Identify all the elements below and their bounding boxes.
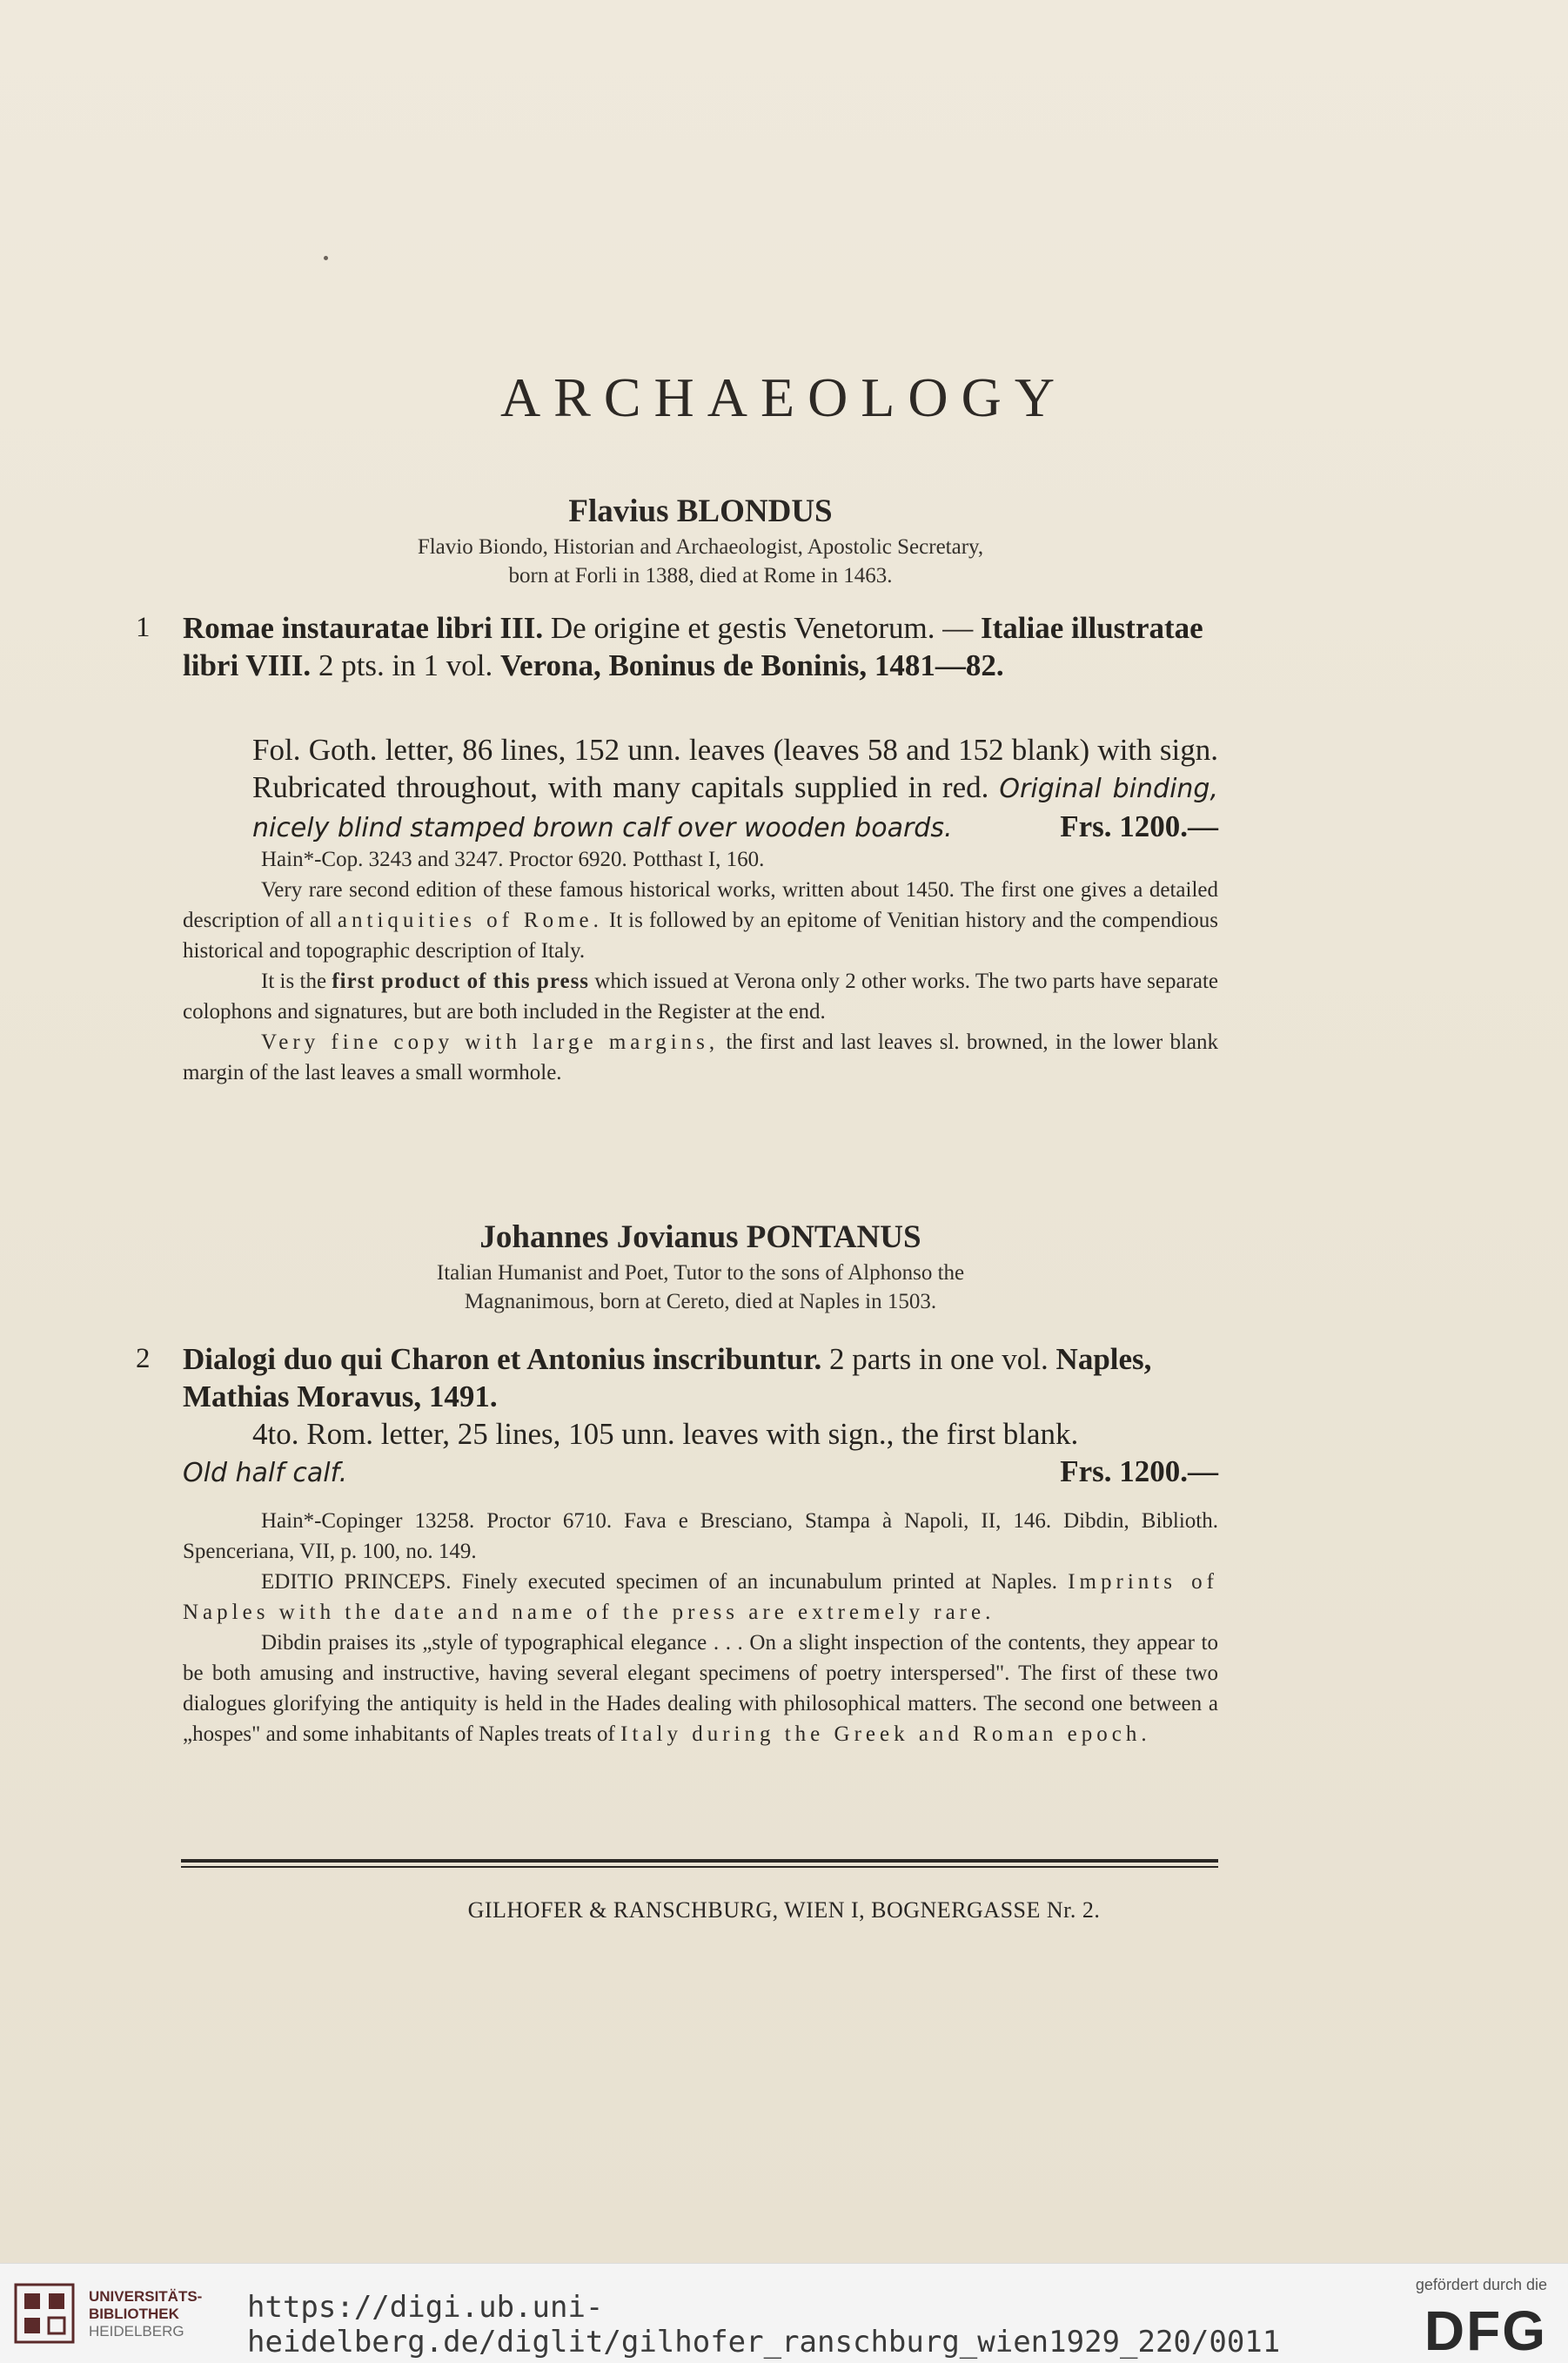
binding-text: Original binding, nicely blind stamped brown calf over wooden boards. — [252, 774, 1218, 843]
entry-description-2 — [183, 1415, 1218, 1453]
note-paragraph — [183, 1567, 1218, 1628]
author-desc-pontanus — [0, 1259, 1401, 1316]
note-text: Dibdin praises its „style of typographical elegance . . . On a slight inspection of the contents, they appear to be both amusing and instructive, having several elegant specimens of poetry interspersed". The first of these two dialogues glorifying the antiquity is held in the Hades dealing with philosophical matters. The second one between a „hospes" and some inhabitants of Naples treats of — [183, 1631, 1218, 1746]
author-desc-line: Magnanimous, born at Cereto, died at Naples in 1503. — [464, 1290, 937, 1313]
funded-by-label: gefördert durch die — [1415, 2276, 1547, 2293]
entry-imprint: Verona, Boninus de Boninis, 1481—82. — [499, 648, 1004, 682]
note-text: the first and last leaves sl. browned, in the lower blank margin of the last leaves a small wormhole. — [183, 1030, 1218, 1084]
catalogue-entry-1 — [136, 609, 1218, 684]
entry-binding-2 — [183, 1453, 1218, 1492]
footer-rule-thin — [181, 1866, 1218, 1868]
library-name-line: UNIVERSITÄTS- — [89, 2288, 203, 2305]
entry-title-bold: Romae instauratae libri III. — [183, 611, 544, 645]
university-library-logo-icon — [14, 2283, 75, 2344]
note-spaced-text: Imprints of Naples with the date and name of the press are extremely rare. — [183, 1570, 1218, 1624]
library-name-line: BIBLIOTHEK — [89, 2306, 179, 2322]
entry-title-text: 2 pts. in 1 vol. — [311, 648, 500, 682]
note-bold-text: first product of this press — [332, 970, 590, 993]
price: Frs. 1200.— — [1060, 1454, 1218, 1488]
entry-notes-1 — [183, 844, 1218, 1088]
entry-title-bold: Italiae illustratae libri VIII. — [183, 611, 1203, 682]
author-name-blondus: Flavius BLONDUS — [568, 493, 833, 529]
publisher-footer: GILHOFER & RANSCHBURG, WIEN I, BOGNERGASSE Nr. 2. — [467, 1897, 1101, 1923]
note-text: which issued at Verona only 2 other works. The two parts have separate colophons and signatures, but are both included in the Register at the end. — [183, 970, 1219, 1024]
author-desc-blondus — [0, 533, 1401, 590]
note-text: EDITIO PRINCEPS. Finely executed specimen of an incunabulum printed at Naples. — [261, 1570, 1069, 1594]
page-heading: ARCHAEOLOGY — [499, 366, 1069, 428]
price: Frs. 1200.— — [1060, 809, 1218, 843]
viewer-bottom-bar — [0, 2263, 1568, 2363]
bibliographic-reference: Hain*-Cop. 3243 and 3247. Proctor 6920. Potthast I, 160. — [261, 848, 765, 871]
note-paragraph — [183, 966, 1218, 1027]
entry-title-text: 2 parts in one vol. — [821, 1342, 1056, 1376]
footer-rule-thick — [181, 1859, 1218, 1863]
entry-number: 1 — [136, 612, 151, 643]
note-paragraph — [183, 1628, 1218, 1749]
binding-text: Old half calf. — [183, 1458, 348, 1488]
library-name — [89, 2288, 202, 2340]
note-text: It is the — [261, 970, 332, 993]
note-spaced-text: Very fine copy with large margins, — [261, 1030, 720, 1054]
entry-notes-2 — [183, 1506, 1218, 1749]
author-desc-line: Flavio Biondo, Historian and Archaeologist, Apostolic Secretary, — [417, 535, 984, 559]
note-spaced-text: antiquities of Rome. — [337, 909, 603, 932]
dfg-logo[interactable]: DFG — [1424, 2299, 1547, 2362]
entry-title-bold: Dialogi duo qui Charon et Antonius inscribuntur. — [183, 1342, 822, 1376]
note-text: It is followed by an epitome of Venitian history and the compendious historical and topographic description of Italy. — [183, 909, 1218, 963]
note-text: Very rare second edition of these famous historical works, written about 1450. The first one gives a detailed description of all — [183, 878, 1218, 932]
note-paragraph — [183, 875, 1218, 966]
author-desc-line: born at Forli in 1388, died at Rome in 1463. — [508, 564, 893, 587]
note-spaced-text: Italy during the Greek and Roman epoch. — [620, 1722, 1151, 1746]
catalogue-entry-2 — [136, 1340, 1218, 1415]
paper-speck — [324, 256, 328, 260]
author-desc-line: Italian Humanist and Poet, Tutor to the sons of Alphonso the — [436, 1261, 965, 1285]
entry-title-text: De origine et gestis Venetorum. — — [543, 611, 982, 645]
collation-text: Fol. Goth. letter, 86 lines, 152 unn. leaves (leaves 58 and 152 blank) with sign. Rubricated throughout, with many capitals supplied in red. — [252, 733, 1218, 804]
library-name-line: HEIDELBERG — [89, 2323, 184, 2340]
note-paragraph — [183, 1027, 1218, 1088]
entry-description-1 — [183, 731, 1218, 847]
author-name-pontanus: Johannes Jovianus PONTANUS — [479, 1219, 921, 1255]
entry-imprint: Naples, Mathias Moravus, 1491. — [183, 1342, 1152, 1413]
permalink-url[interactable]: https://digi.ub.uni-heidelberg.de/diglit/gilhofer_ranschburg_wien1929_220/0011 — [247, 2290, 1281, 2360]
bibliographic-reference: Hain*-Copinger 13258. Proctor 6710. Fava e Bresciano, Stampa à Napoli, II, 146. Dibdin, Biblioth. Spenceriana, VII, p. 100, no. 149. — [183, 1509, 1218, 1563]
collation-text: 4to. Rom. letter, 25 lines, 105 unn. leaves with sign., the first blank. — [252, 1417, 1079, 1451]
entry-number: 2 — [136, 1343, 151, 1374]
